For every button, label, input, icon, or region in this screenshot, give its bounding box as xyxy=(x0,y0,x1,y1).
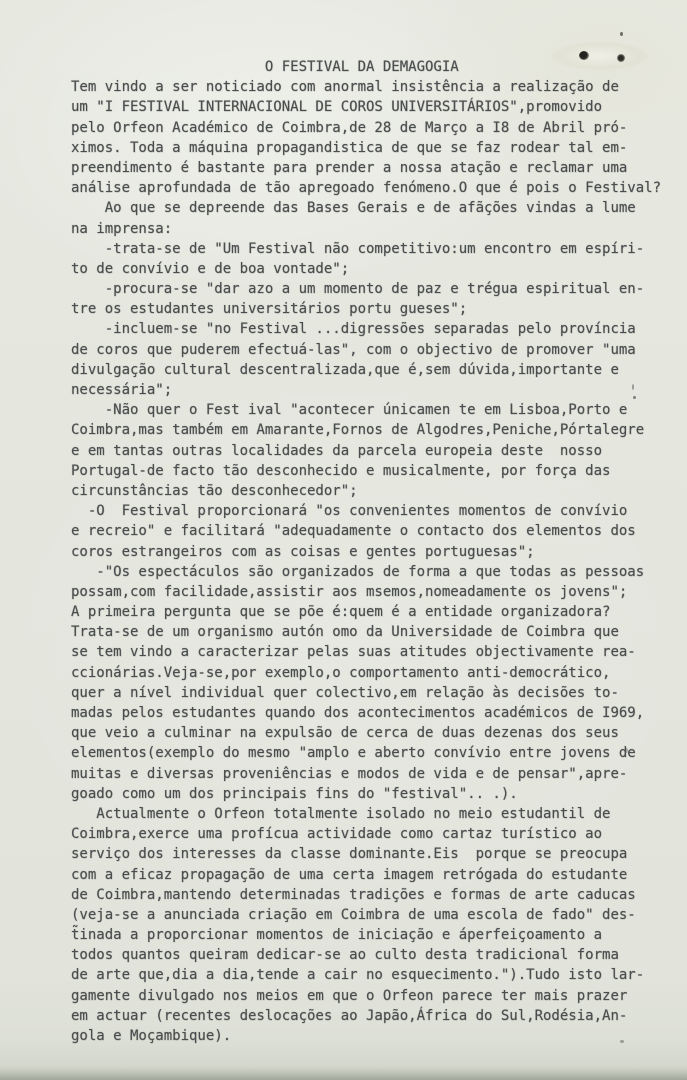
text-line: Coimbra,exerce uma profícua actividade como cartaz turístico ao xyxy=(71,826,603,843)
text-line: análise aprofundada de tão apregoado fenómeno.O que é pois o Festival? xyxy=(71,180,662,197)
text-line: (veja-se a anunciada criação em Coimbra de uma escola de fado" des- xyxy=(71,906,636,923)
text-line: Portugal-de facto tão desconhecido e musicalmente, por força das xyxy=(71,462,611,479)
text-line: -procura-se "dar azo a um momento de paz e trégua espiritual en- xyxy=(71,281,645,298)
text-line: de coros que puderem efectuá-las", com o objectivo de promover "uma xyxy=(71,341,636,358)
document-text xyxy=(71,57,661,1046)
text-line: -Não quer o Fest ival "acontecer únicamen te em Lisboa,Porto e xyxy=(71,402,628,419)
ink-dot xyxy=(620,32,623,36)
text-line: t̃inada a proporcionar momentos de iniciação e áperfeiçoamento a xyxy=(71,927,603,944)
text-line: de Coimbra,mantendo determinadas tradições e formas de arte caducas xyxy=(71,886,636,903)
text-line: ximos. Toda a máquina propagandistica de que se faz rodear tal em- xyxy=(71,139,628,156)
text-line: em actuar (recentes deslocações ao Japão,África do Sul,Rodésia,An- xyxy=(71,1007,628,1024)
text-line: -O Festival proporcionará "os convenientes momentos de convívio xyxy=(71,503,628,520)
text-line: e em tantas outras localidades da parcela europeia deste nosso xyxy=(71,442,603,459)
text-line: Trata-se de um organismo autón omo da Universidade de Coimbra que xyxy=(71,624,619,641)
text-line: -trata-se de "Um Festival não competitivo:um encontro em espíri- xyxy=(71,240,645,257)
text-line: que veio a culminar na expulsão de cerca de duas dezenas dos seus xyxy=(71,725,619,742)
text-line: to de convívio e de boa vontade"; xyxy=(71,260,350,277)
text-line: com a eficaz propagação de uma certa imagem retrógada do estudante xyxy=(71,866,628,883)
page-bottom-edge xyxy=(0,1066,687,1080)
text-line: se tem vindo a caracterizar pelas suas atitudes objectivamente rea- xyxy=(71,644,636,661)
text-line: de arte que,dia a dia,tende a cair no esquecimento.").Tudo isto lar- xyxy=(71,967,645,984)
text-line: Actualmente o Orfeon totalmente isolado no meio estudantil de xyxy=(71,805,611,822)
text-line: muitas e diversas proveniências e modos de vida e de pensar",apre- xyxy=(71,765,628,782)
text-line: necessária"; xyxy=(71,382,173,398)
text-line: na imprensa: xyxy=(71,220,173,237)
text-line: Ao que se depreende das Bases Gerais e de afãções vindas a lume xyxy=(71,200,636,217)
document-title: O FESTIVAL DA DEMAGOGIA xyxy=(71,59,459,75)
text-line: e recreio" e facilitará "adequadamente o contacto dos elementos dos xyxy=(71,523,636,540)
text-line: todos quantos queiram dedicar-se ao culto desta tradicional forma xyxy=(71,947,619,964)
text-line: madas pelos estudantes quando dos acontecimentos académicos de I969, xyxy=(71,705,645,721)
text-line: circunstâncias tão desconhecedor"; xyxy=(71,482,358,499)
text-line: divulgação cultural descentralizada,que é,sem dúvida,importante e xyxy=(71,361,619,378)
text-line: -incluem-se "no Festival ...digressões separadas pelo província xyxy=(71,321,636,338)
text-line: pelo Orfeon Académico de Coimbra,de 28 de Março a I8 de Abril pró- xyxy=(71,119,628,136)
text-line: gola e Moçambique). xyxy=(71,1028,232,1044)
text-line: coros estrangeiros com as coisas e gentes portuguesas"; xyxy=(71,543,535,560)
text-line: A primeira pergunta que se põe é:quem é a entidade organizadora? xyxy=(71,604,611,621)
text-line: possam,com facilidade,assistir aos msemos,nomeadamente os jovens"; xyxy=(71,583,628,600)
text-line: elementos(exemplo do mesmo "amplo e aberto convívio entre jovens de xyxy=(71,745,636,762)
text-line: gamente divulgado nos meios em que o Orfeon parece ter mais prazer xyxy=(71,987,628,1004)
text-line: ccionárias.Veja-se,por exemplo,o comportamento anti-democrático, xyxy=(71,664,611,681)
text-line: Tem vindo a ser noticiado com anormal insistência a realização de xyxy=(71,79,619,96)
text-line: serviço dos interesses da classe dominante.Eis porque se preocupa xyxy=(71,846,628,863)
text-line: Coimbra,mas também em Amarante,Fornos de Algodres,Peniche,Pórtalegre xyxy=(71,422,645,439)
text-line: goado como um dos principais fins do "festival".. .). xyxy=(71,785,518,802)
text-line: -"Os espectáculos são organizados de forma a que todas as pessoas xyxy=(71,563,645,580)
text-line: preendimento é bastante para prender a nossa atação e reclamar uma xyxy=(71,159,628,176)
text-line: quer a nível individual quer colectivo,em relação às decisões to- xyxy=(71,684,619,701)
text-line: um "I FESTIVAL INTERNACIONAL DE COROS UNIVERSITÁRIOS",promovido xyxy=(71,99,603,116)
text-line: tre os estudantes universitários portu gueses"; xyxy=(71,301,468,318)
